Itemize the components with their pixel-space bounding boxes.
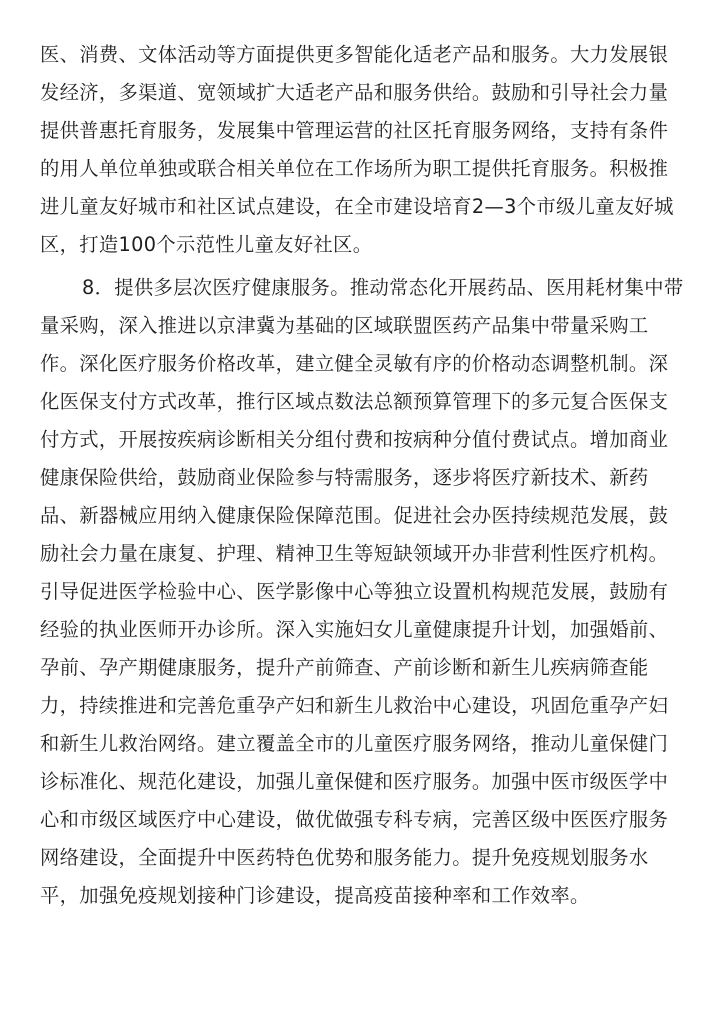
text-line: 网络建设，全面提升中医药特色优势和服务能力。提升免疫规划服务水 <box>40 846 649 869</box>
text-line: 力，持续推进和完善危重孕产妇和新生儿救治中心建设，巩固危重孕产妇 <box>40 694 669 717</box>
text-line: 付方式，开展按疾病诊断相关分组付费和按病种分值付费试点。增加商业 <box>40 428 669 451</box>
text-line: 孕前、孕产期健康服务，提升产前筛查、产前诊断和新生儿疾病筛查能 <box>40 656 649 679</box>
text-line: 平，加强免疫规划接种门诊建设，提高疫苗接种率和工作效率。 <box>40 884 590 907</box>
text-line: 和新生儿救治网络。建立覆盖全市的儿童医疗服务网络，推动儿童保健门 <box>40 732 669 755</box>
text-line: 诊标准化、规范化建设，加强儿童保健和医疗服务。加强中医市级医学中 <box>40 770 669 793</box>
text-line: 进儿童友好城市和社区试点建设，在全市建设培育2—3个市级儿童友好城 <box>40 195 674 218</box>
text-line: 经验的执业医师开办诊所。深入实施妇女儿童健康提升计划，加强婚前、 <box>40 618 669 641</box>
paragraph-first-line: 8．提供多层次医疗健康服务。推动常态化开展药品、医用耗材集中带 <box>82 276 684 299</box>
text-line: 发经济，多渠道、宽领域扩大适老产品和服务供给。鼓励和引导社会力量 <box>40 81 669 104</box>
text-line: 心和市级区域医疗中心建设，做优做强专科专病，完善区级中医医疗服务 <box>40 808 669 831</box>
text-line: 量采购，深入推进以京津冀为基础的区域联盟医药产品集中带量采购工 <box>40 314 649 337</box>
text-line: 引导促进医学检验中心、医学影像中心等独立设置机构规范发展，鼓励有 <box>40 580 669 603</box>
text-line: 化医保支付方式改革，推行区域点数法总额预算管理下的多元复合医保支 <box>40 390 669 413</box>
text-line: 医、消费、文体活动等方面提供更多智能化适老产品和服务。大力发展银 <box>40 43 669 66</box>
text-line: 区，打造100个示范性儿童友好社区。 <box>40 233 373 256</box>
text-line: 励社会力量在康复、护理、精神卫生等短缺领域开办非营利性医疗机构。 <box>40 542 669 565</box>
text-line: 的用人单位单独或联合相关单位在工作场所为职工提供托育服务。积极推 <box>40 157 669 180</box>
text-line: 品、新器械应用纳入健康保险保障范围。促进社会办医持续规范发展，鼓 <box>40 504 669 527</box>
text-line: 健康保险供给，鼓励商业保险参与特需服务，逐步将医疗新技术、新药 <box>40 466 649 489</box>
text-line: 提供普惠托育服务，发展集中管理运营的社区托育服务网络，支持有条件 <box>40 119 669 142</box>
text-line: 作。深化医疗服务价格改革，建立健全灵敏有序的价格动态调整机制。深 <box>40 352 669 375</box>
